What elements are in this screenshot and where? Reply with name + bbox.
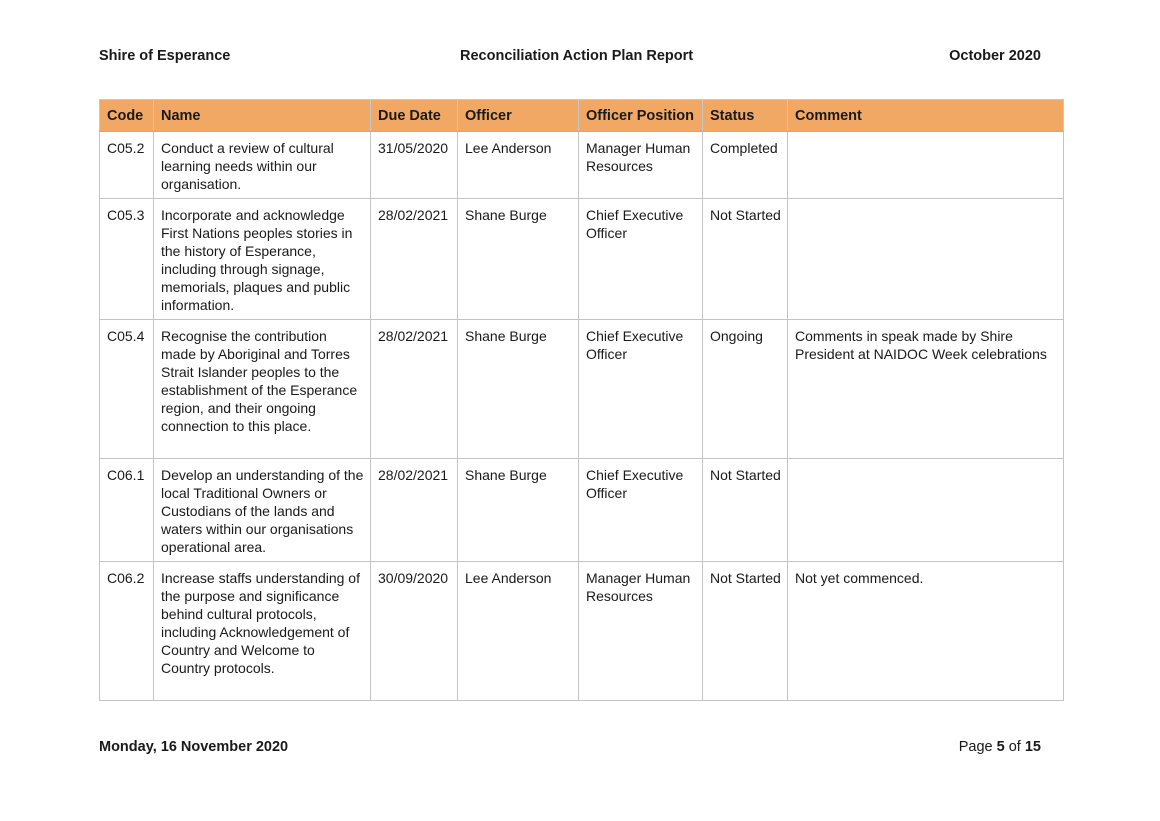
column-header-officer-position: Officer Position — [579, 100, 703, 132]
cell-officer: Shane Burge — [458, 199, 579, 320]
cell-position: Chief Executive Officer — [579, 320, 703, 459]
cell-name: Conduct a review of cultural learning needs within our organisation. — [154, 132, 371, 199]
page-label: Page — [958, 739, 993, 755]
cell-status: Not Started — [703, 199, 788, 320]
column-header-status: Status — [703, 100, 788, 132]
column-header-due-date: Due Date — [371, 100, 458, 132]
page-current: 5 — [996, 739, 1005, 755]
page-total: 15 — [1024, 739, 1041, 755]
column-header-officer: Officer — [458, 100, 579, 132]
cell-officer: Shane Burge — [458, 320, 579, 459]
cell-due-date: 28/02/2021 — [371, 199, 458, 320]
cell-due-date: 31/05/2020 — [371, 132, 458, 199]
table-row — [100, 199, 1064, 320]
cell-position: Chief Executive Officer — [579, 199, 703, 320]
header-report-title: Reconciliation Action Plan Report — [460, 48, 694, 64]
cell-name: Increase staffs understanding of the purpose and significance behind cultural protocols, including Acknowledgement of Country and Welcome to Country protocols. — [154, 562, 371, 701]
cell-name: Recognise the contribution made by Aboriginal and Torres Strait Islander peoples to the establishment of the Esperance region, and their ongoing connection to this place. — [154, 320, 371, 459]
cell-code: C05.3 — [100, 199, 154, 320]
cell-comment — [788, 199, 1064, 320]
table-row — [100, 562, 1064, 701]
cell-due-date: 28/02/2021 — [371, 320, 458, 459]
cell-position: Chief Executive Officer — [579, 459, 703, 562]
cell-due-date: 28/02/2021 — [371, 459, 458, 562]
cell-officer: Shane Burge — [458, 459, 579, 562]
action-plan-table — [99, 99, 1064, 701]
cell-comment: Not yet commenced. — [788, 562, 1064, 701]
column-header-comment: Comment — [788, 100, 1064, 132]
cell-comment: Comments in speak made by Shire President at NAIDOC Week celebrations — [788, 320, 1064, 459]
table-row — [100, 132, 1064, 199]
table-row — [100, 320, 1064, 459]
column-header-name: Name — [154, 100, 371, 132]
cell-name: Incorporate and acknowledge First Nations peoples stories in the history of Esperance, including through signage, memorials, plaques and public information. — [154, 199, 371, 320]
cell-comment — [788, 459, 1064, 562]
cell-status: Not Started — [703, 459, 788, 562]
page-of: of — [1008, 739, 1021, 755]
cell-name: Develop an understanding of the local Traditional Owners or Custodians of the lands and waters within our organisations operational area. — [154, 459, 371, 562]
cell-code: C06.1 — [100, 459, 154, 562]
cell-code: C05.4 — [100, 320, 154, 459]
page-indicator — [959, 739, 1041, 755]
cell-comment — [788, 132, 1064, 199]
footer-date: Monday, 16 November 2020 — [99, 739, 289, 755]
cell-status: Ongoing — [703, 320, 788, 459]
header-period: October 2020 — [949, 48, 1041, 64]
cell-status: Not Started — [703, 562, 788, 701]
cell-position: Manager Human Resources — [579, 132, 703, 199]
table-header-row — [100, 100, 1064, 132]
cell-officer: Lee Anderson — [458, 132, 579, 199]
cell-status: Completed — [703, 132, 788, 199]
cell-code: C06.2 — [100, 562, 154, 701]
table-row — [100, 459, 1064, 562]
cell-code: C05.2 — [100, 132, 154, 199]
column-header-code: Code — [100, 100, 154, 132]
cell-due-date: 30/09/2020 — [371, 562, 458, 701]
cell-officer: Lee Anderson — [458, 562, 579, 701]
cell-position: Manager Human Resources — [579, 562, 703, 701]
header-organisation: Shire of Esperance — [99, 48, 231, 64]
